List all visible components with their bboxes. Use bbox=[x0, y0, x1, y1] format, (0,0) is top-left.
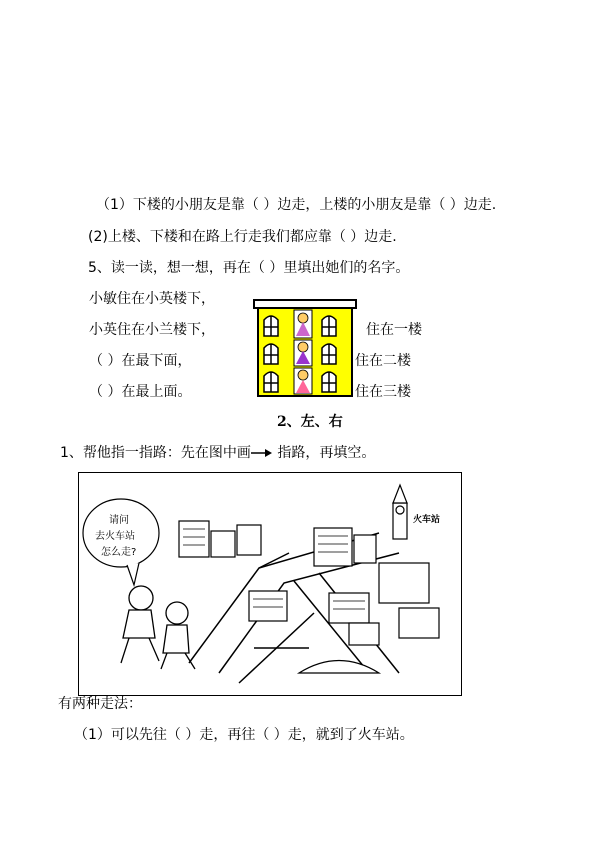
building-illustration bbox=[252, 298, 362, 398]
floor-3-text: 住在三楼 bbox=[355, 384, 411, 400]
section-title: 2、左、右 bbox=[277, 414, 343, 430]
station-label: 火车站 bbox=[413, 515, 441, 525]
question-2: (2)上楼、下楼和在路上行走我们都应靠（ ）边走. bbox=[88, 229, 397, 245]
clue-4: （ ）在最上面。 bbox=[89, 384, 192, 400]
speech-line-2: 去火车站 bbox=[95, 531, 135, 542]
task-1-line bbox=[60, 444, 375, 462]
girl-icon bbox=[294, 310, 312, 394]
children-figures bbox=[121, 586, 195, 669]
train-station-clock-icon bbox=[393, 485, 407, 539]
floor-2-text: 住在二楼 bbox=[355, 353, 411, 369]
clue-1: 小敏住在小英楼下， bbox=[89, 291, 215, 307]
clue-2: 小英住在小兰楼下， bbox=[89, 322, 215, 338]
speech-line-1: 请问 bbox=[109, 515, 129, 526]
ways-label: 有两种走法： bbox=[58, 696, 142, 712]
ways-question-1: （1）可以先往（ ）走，再往（ ）走，就到了火车站。 bbox=[74, 727, 414, 743]
street-map[interactable] bbox=[78, 472, 462, 696]
arrow-right-icon bbox=[251, 448, 273, 458]
question-1: （1）下楼的小朋友是靠（ ）边走，上楼的小朋友是靠（ ）边走. bbox=[96, 197, 497, 213]
question-5: 5、读一读，想一想，再在（ ）里填出她们的名字。 bbox=[88, 260, 410, 276]
task-1-prefix: 1、帮他指一指路：先在图中画 bbox=[60, 445, 251, 461]
task-1-suffix: 指路，再填空。 bbox=[272, 445, 376, 461]
speech-line-3: 怎么走? bbox=[101, 547, 137, 558]
floor-1-text: 住在一楼 bbox=[366, 322, 422, 338]
clue-3: （ ）在最下面， bbox=[89, 353, 192, 369]
street-map-drawing bbox=[79, 473, 461, 695]
